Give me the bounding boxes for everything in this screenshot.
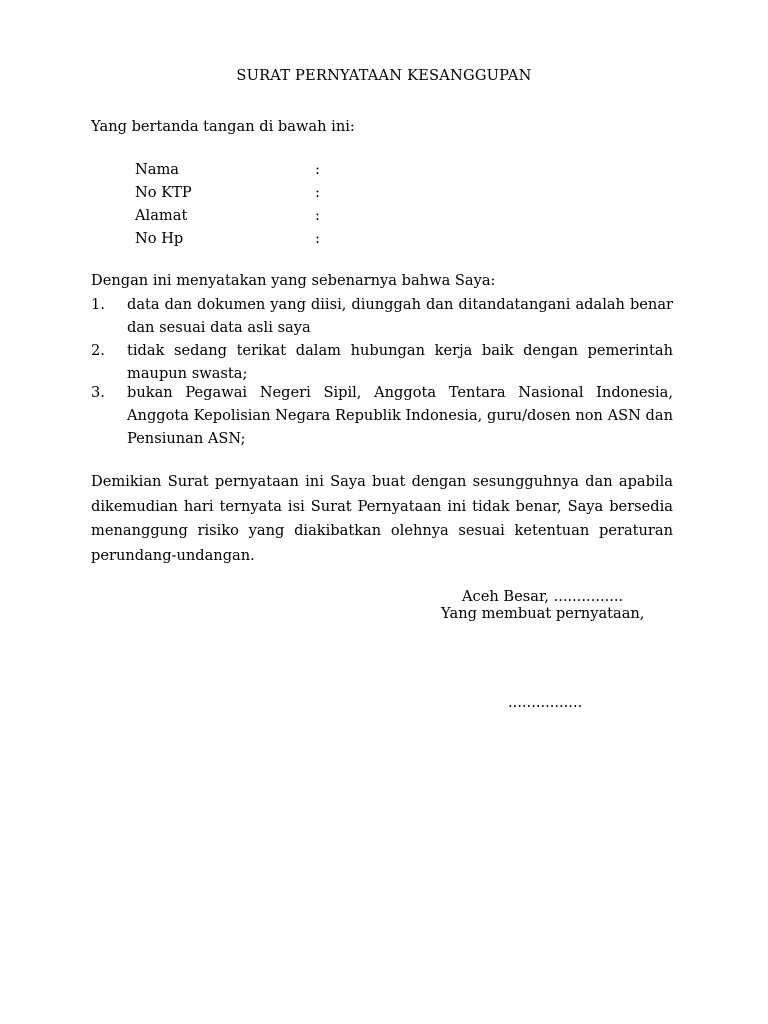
statement-item-2 — [91, 339, 673, 385]
field-label: Nama — [135, 161, 180, 178]
signer-name-placeholder: ................ — [508, 694, 583, 711]
field-label: No Hp — [135, 230, 184, 247]
statement-text: tidak sedang terikat dalam hubungan kerja baik dengan pemerintah maupun swasta; — [127, 342, 673, 382]
statement-text: bukan Pegawai Negeri Sipil, Anggota Tentara Nasional Indonesia, Anggota Kepolisian Negara Republik Indonesia, guru/dosen non ASN dan Pensiunan ASN; — [127, 384, 673, 447]
field-colon: : — [315, 207, 320, 224]
statement-text: data dan dokumen yang diisi, diunggah dan ditandatangani adalah benar dan sesuai data asli saya — [127, 296, 673, 336]
intro-text: Yang bertanda tangan di bawah ini: — [91, 118, 355, 135]
statement-item-3 — [91, 381, 673, 450]
field-label: Alamat — [135, 207, 188, 224]
field-colon: : — [315, 230, 320, 247]
statement-number: 2. — [91, 342, 105, 359]
place-date: Aceh Besar, ............... — [462, 588, 624, 605]
document-title: SURAT PERNYATAAN KESANGGUPAN — [236, 67, 532, 84]
field-label: No KTP — [135, 184, 192, 201]
statement-item-1 — [91, 293, 673, 339]
field-colon: : — [315, 184, 320, 201]
statement-number: 3. — [91, 384, 105, 401]
statement-intro: Dengan ini menyatakan yang sebenarnya bahwa Saya: — [91, 272, 496, 289]
signer-title: Yang membuat pernyataan, — [441, 605, 645, 622]
closing-paragraph: Demikian Surat pernyataan ini Saya buat dengan sesungguhnya dan apabila dikemudian hari ternyata isi Surat Pernyataan ini tidak benar, Saya bersedia menanggung risiko yang diakibatkan olehnya sesuai ketentuan peraturan perundang-undangan. — [91, 473, 673, 564]
statement-number: 1. — [91, 296, 105, 313]
field-colon: : — [315, 161, 320, 178]
